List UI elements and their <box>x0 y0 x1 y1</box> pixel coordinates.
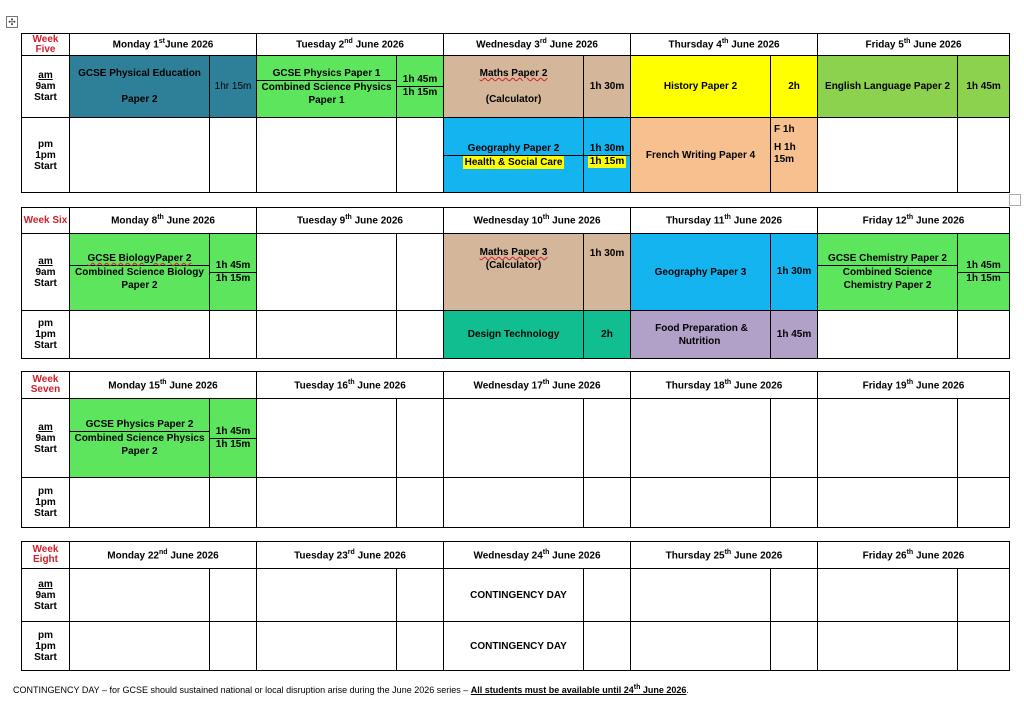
week-label: Week Five <box>22 34 70 56</box>
empty-cell <box>818 478 958 528</box>
empty-cell <box>257 622 397 671</box>
duration-cell: 1h 30m 1h 15m <box>584 118 631 193</box>
week-label: Week Six <box>22 208 70 234</box>
empty-cell <box>771 399 818 478</box>
empty-cell <box>70 118 210 193</box>
empty-cell <box>631 569 771 622</box>
am-slot-label: am 9am Start <box>22 56 70 118</box>
empty-cell <box>397 118 444 193</box>
duration-cell: 1h 45m 1h 15m <box>210 399 257 478</box>
empty-cell <box>818 311 958 359</box>
empty-cell <box>397 569 444 622</box>
empty-cell <box>257 311 397 359</box>
week-label: Week Seven <box>22 372 70 399</box>
exam-cell-biology: GCSE BiologyPaper 2 Combined Science Biology Paper 2 <box>70 234 210 311</box>
contingency-day-cell: CONTINGENCY DAY <box>444 569 584 622</box>
duration-cell: 1h 30m <box>584 56 631 118</box>
day-header: Tuesday 9th June 2026 <box>257 208 444 234</box>
empty-cell <box>257 569 397 622</box>
day-header: Thursday 25th June 2026 <box>631 542 818 569</box>
contingency-footnote: CONTINGENCY DAY – for GCSE should sustained national or local disruption arise during the June 2026 series – All students must be available until 24th June 2026. <box>13 684 689 695</box>
table-move-handle-icon[interactable]: ✣ <box>6 16 18 28</box>
duration-cell: 1h 30m <box>584 234 631 311</box>
empty-cell <box>70 622 210 671</box>
duration-cell: 2h <box>584 311 631 359</box>
exam-cell-physics: GCSE Physics Paper 2 Combined Science Physics Paper 2 <box>70 399 210 478</box>
duration-cell: 1h 45m <box>958 56 1010 118</box>
empty-cell <box>257 478 397 528</box>
am-slot-label: am 9am Start <box>22 399 70 478</box>
empty-cell <box>958 118 1010 193</box>
week-eight-table <box>21 541 1010 671</box>
empty-cell <box>958 478 1010 528</box>
empty-cell <box>397 478 444 528</box>
week-label: Week Eight <box>22 542 70 569</box>
pm-slot-label: pm 1pm Start <box>22 478 70 528</box>
empty-cell <box>818 622 958 671</box>
pm-slot-label: pm 1pm Start <box>22 118 70 193</box>
empty-cell <box>70 478 210 528</box>
empty-cell <box>210 622 257 671</box>
day-header: Friday 12th June 2026 <box>818 208 1010 234</box>
day-header: Thursday 4th June 2026 <box>631 34 818 56</box>
empty-cell <box>397 399 444 478</box>
exam-cell-geography: Geography Paper 3 <box>631 234 771 311</box>
day-header: Monday 15th June 2026 <box>70 372 257 399</box>
empty-cell <box>397 622 444 671</box>
empty-cell <box>631 399 771 478</box>
duration-cell: 1h 45m <box>771 311 818 359</box>
empty-cell <box>958 311 1010 359</box>
duration-cell: 2h <box>771 56 818 118</box>
contingency-day-cell: CONTINGENCY DAY <box>444 622 584 671</box>
empty-cell <box>257 118 397 193</box>
empty-cell <box>210 569 257 622</box>
exam-cell-chemistry: GCSE Chemistry Paper 2 Combined Science Chemistry Paper 2 <box>818 234 958 311</box>
empty-cell <box>444 399 584 478</box>
day-header: Friday 5th June 2026 <box>818 34 1010 56</box>
day-header: Wednesday 3rd June 2026 <box>444 34 631 56</box>
empty-cell <box>818 399 958 478</box>
day-header: Friday 26th June 2026 <box>818 542 1010 569</box>
empty-cell <box>584 622 631 671</box>
exam-cell-food-preparation: Food Preparation & Nutrition <box>631 311 771 359</box>
day-header: Monday 8th June 2026 <box>70 208 257 234</box>
empty-cell <box>958 622 1010 671</box>
empty-cell <box>70 569 210 622</box>
empty-cell <box>584 399 631 478</box>
empty-cell <box>958 569 1010 622</box>
empty-cell <box>210 478 257 528</box>
empty-cell <box>257 399 397 478</box>
day-header: Wednesday 10th June 2026 <box>444 208 631 234</box>
table-resize-handle[interactable] <box>1009 194 1021 206</box>
exam-cell-english: English Language Paper 2 <box>818 56 958 118</box>
duration-cell: F 1h H 1h 15m <box>771 118 818 193</box>
exam-cell-physics: GCSE Physics Paper 1 Combined Science Physics Paper 1 <box>257 56 397 118</box>
day-header: Monday 1stJune 2026 <box>70 34 257 56</box>
day-header: Wednesday 17th June 2026 <box>444 372 631 399</box>
exam-cell-french: French Writing Paper 4 <box>631 118 771 193</box>
empty-cell <box>958 399 1010 478</box>
am-slot-label: am 9am Start <box>22 234 70 311</box>
exam-cell-geography: Geography Paper 2 Health & Social Care <box>444 118 584 193</box>
empty-cell <box>257 234 397 311</box>
day-header: Wednesday 24th June 2026 <box>444 542 631 569</box>
duration-cell: 1h 45m 1h 15m <box>958 234 1010 311</box>
empty-cell <box>584 478 631 528</box>
week-seven-table <box>21 371 1010 528</box>
week-five-table <box>21 33 1010 193</box>
exam-cell-maths: Maths Paper 3 (Calculator) <box>444 234 584 311</box>
day-header: Monday 22nd June 2026 <box>70 542 257 569</box>
empty-cell <box>397 234 444 311</box>
duration-cell: 1h 45m 1h 15m <box>397 56 444 118</box>
exam-cell-history: History Paper 2 <box>631 56 771 118</box>
empty-cell <box>631 478 771 528</box>
day-header: Tuesday 2nd June 2026 <box>257 34 444 56</box>
day-header: Tuesday 23rd June 2026 <box>257 542 444 569</box>
empty-cell <box>584 569 631 622</box>
exam-cell-maths: Maths Paper 2 (Calculator) <box>444 56 584 118</box>
am-slot-label: am 9am Start <box>22 569 70 622</box>
empty-cell <box>70 311 210 359</box>
day-header: Thursday 18th June 2026 <box>631 372 818 399</box>
empty-cell <box>631 622 771 671</box>
empty-cell <box>210 118 257 193</box>
day-header: Friday 19th June 2026 <box>818 372 1010 399</box>
day-header: Thursday 11th June 2026 <box>631 208 818 234</box>
empty-cell <box>210 311 257 359</box>
exam-cell-pe: GCSE Physical Education Paper 2 <box>70 56 210 118</box>
exam-cell-design-technology: Design Technology <box>444 311 584 359</box>
empty-cell <box>818 569 958 622</box>
pm-slot-label: pm 1pm Start <box>22 311 70 359</box>
duration-cell: 1h 45m 1h 15m <box>210 234 257 311</box>
day-header: Tuesday 16th June 2026 <box>257 372 444 399</box>
duration-cell: 1h 30m <box>771 234 818 311</box>
empty-cell <box>444 478 584 528</box>
empty-cell <box>771 622 818 671</box>
week-six-table <box>21 207 1010 359</box>
empty-cell <box>771 478 818 528</box>
empty-cell <box>397 311 444 359</box>
empty-cell <box>771 569 818 622</box>
duration-cell: 1hr 15m <box>210 56 257 118</box>
pm-slot-label: pm 1pm Start <box>22 622 70 671</box>
empty-cell <box>818 118 958 193</box>
